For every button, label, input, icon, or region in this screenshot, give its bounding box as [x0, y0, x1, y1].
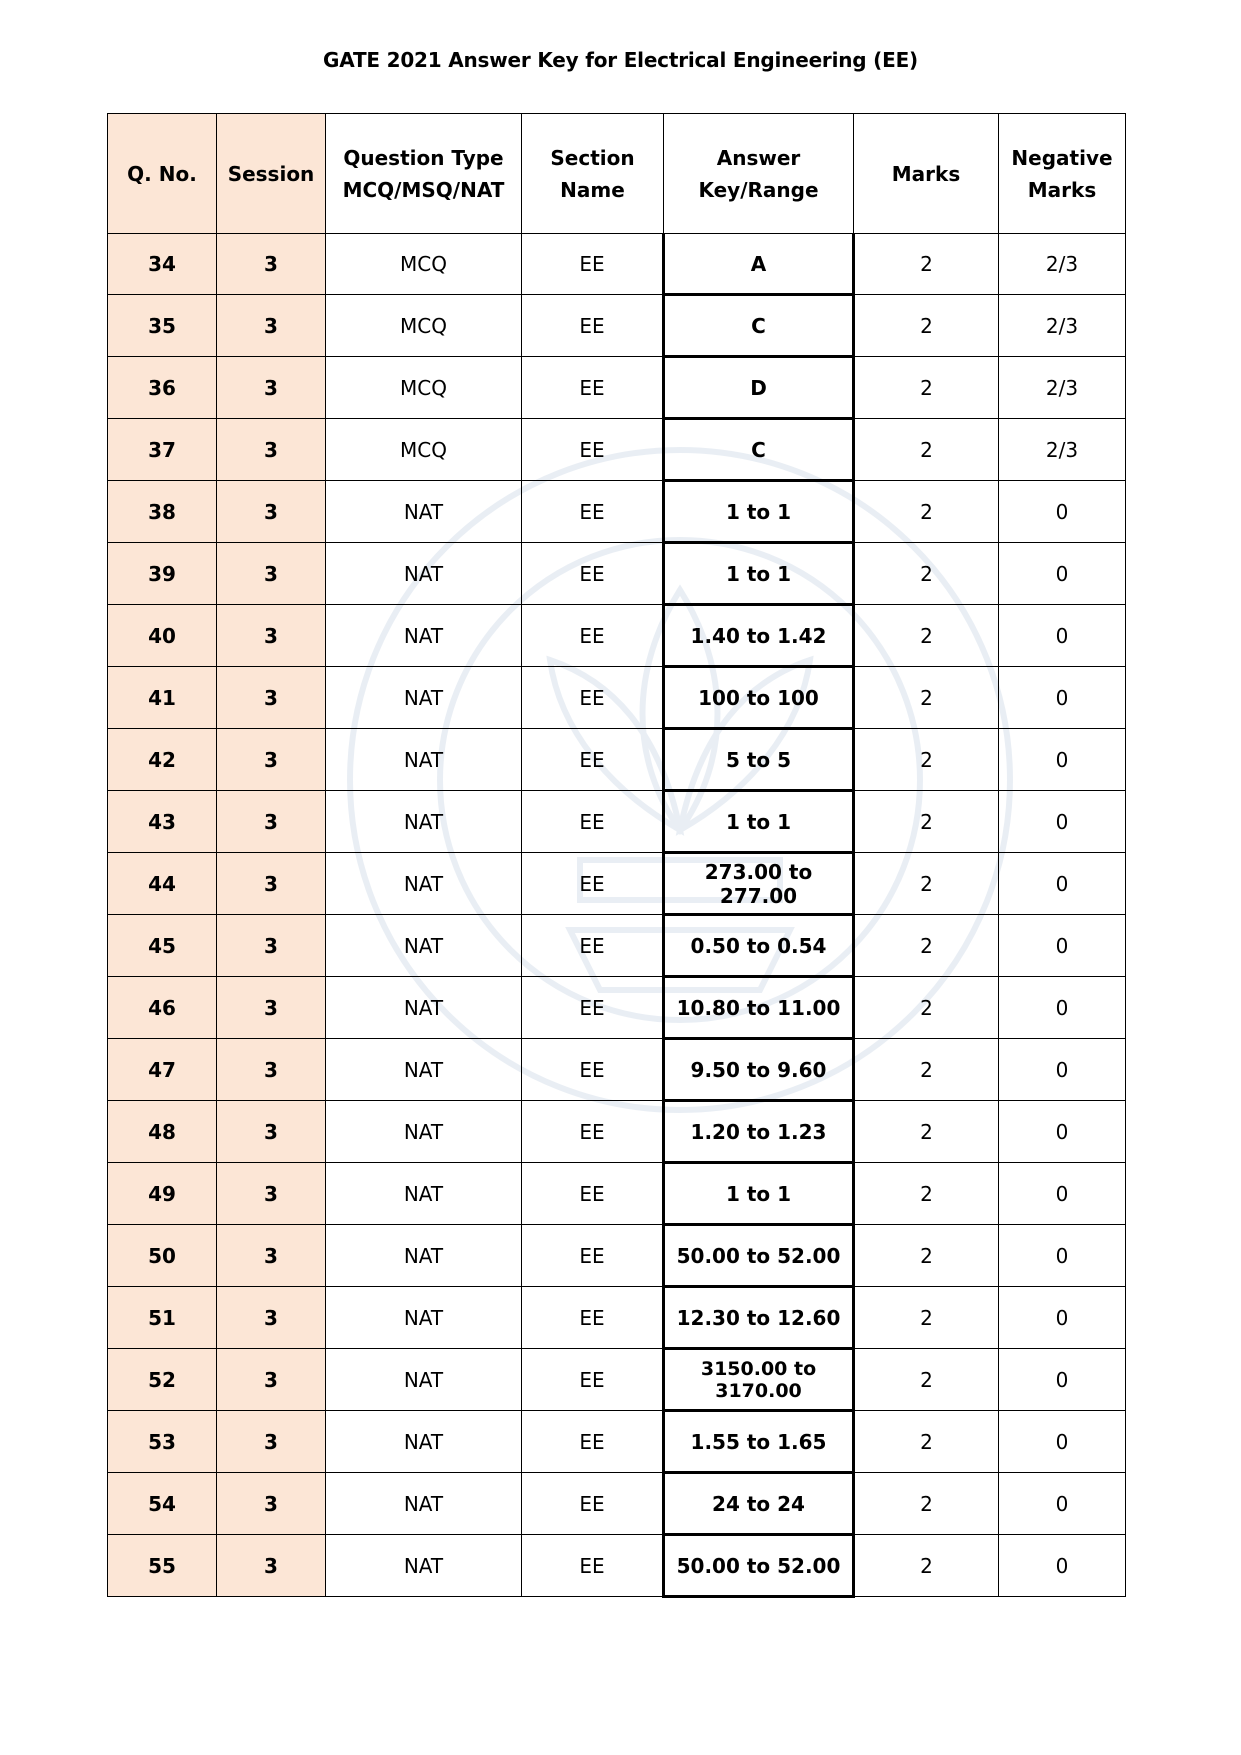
cell-negative-marks: 0 [999, 977, 1126, 1039]
cell-marks: 2 [854, 977, 999, 1039]
cell-negative-marks: 2/3 [999, 234, 1126, 295]
table-row [108, 667, 1126, 729]
cell-session: 3 [217, 1411, 326, 1473]
cell-question-type: NAT [326, 1225, 522, 1287]
cell-qno: 55 [108, 1535, 217, 1597]
cell-marks: 2 [854, 1349, 999, 1411]
answer-key-table [107, 113, 1126, 1598]
cell-section-name: EE [522, 295, 664, 357]
cell-answer: 1 to 1 [664, 1163, 854, 1225]
header-section-name [522, 114, 664, 234]
cell-answer: 24 to 24 [664, 1473, 854, 1535]
cell-section-name: EE [522, 543, 664, 605]
cell-negative-marks: 0 [999, 1287, 1126, 1349]
cell-qno: 41 [108, 667, 217, 729]
cell-session: 3 [217, 977, 326, 1039]
cell-answer: 50.00 to 52.00 [664, 1225, 854, 1287]
cell-question-type: MCQ [326, 419, 522, 481]
cell-section-name: EE [522, 853, 664, 915]
cell-negative-marks: 0 [999, 1473, 1126, 1535]
cell-negative-marks: 0 [999, 605, 1126, 667]
cell-answer: A [664, 234, 854, 295]
cell-session: 3 [217, 1101, 326, 1163]
table-row [108, 1349, 1126, 1411]
cell-section-name: EE [522, 1287, 664, 1349]
header-neg-line1: Negative [1011, 145, 1113, 170]
cell-answer: 3150.00 to 3170.00 [664, 1349, 854, 1411]
cell-question-type: MCQ [326, 234, 522, 295]
cell-session: 3 [217, 729, 326, 791]
cell-qno: 51 [108, 1287, 217, 1349]
cell-section-name: EE [522, 1039, 664, 1101]
header-question-type [326, 114, 522, 234]
cell-qno: 37 [108, 419, 217, 481]
cell-session: 3 [217, 481, 326, 543]
cell-answer: 50.00 to 52.00 [664, 1535, 854, 1597]
cell-section-name: EE [522, 667, 664, 729]
cell-section-name: EE [522, 1535, 664, 1597]
cell-marks: 2 [854, 1039, 999, 1101]
table-row [108, 853, 1126, 915]
cell-negative-marks: 0 [999, 1039, 1126, 1101]
cell-qno: 45 [108, 915, 217, 977]
cell-answer: 1.20 to 1.23 [664, 1101, 854, 1163]
cell-section-name: EE [522, 234, 664, 295]
cell-question-type: NAT [326, 1473, 522, 1535]
cell-qno: 43 [108, 791, 217, 853]
cell-section-name: EE [522, 1163, 664, 1225]
cell-marks: 2 [854, 357, 999, 419]
cell-answer: 100 to 100 [664, 667, 854, 729]
cell-qno: 53 [108, 1411, 217, 1473]
cell-qno: 50 [108, 1225, 217, 1287]
cell-question-type: NAT [326, 1535, 522, 1597]
cell-session: 3 [217, 543, 326, 605]
cell-section-name: EE [522, 419, 664, 481]
cell-question-type: NAT [326, 605, 522, 667]
cell-question-type: NAT [326, 1039, 522, 1101]
header-marks: Marks [854, 114, 999, 234]
cell-negative-marks: 0 [999, 1163, 1126, 1225]
table-row [108, 481, 1126, 543]
cell-section-name: EE [522, 481, 664, 543]
cell-question-type: NAT [326, 853, 522, 915]
cell-negative-marks: 0 [999, 543, 1126, 605]
cell-session: 3 [217, 234, 326, 295]
header-section-line2: Name [560, 177, 625, 202]
cell-negative-marks: 0 [999, 667, 1126, 729]
header-question-type-line1: Question Type [343, 145, 504, 170]
cell-marks: 2 [854, 1473, 999, 1535]
cell-session: 3 [217, 1349, 326, 1411]
cell-session: 3 [217, 1473, 326, 1535]
table-row [108, 1163, 1126, 1225]
cell-negative-marks: 0 [999, 1101, 1126, 1163]
cell-negative-marks: 0 [999, 1349, 1126, 1411]
cell-marks: 2 [854, 419, 999, 481]
cell-qno: 44 [108, 853, 217, 915]
cell-qno: 54 [108, 1473, 217, 1535]
cell-answer: 1 to 1 [664, 543, 854, 605]
cell-section-name: EE [522, 791, 664, 853]
header-answer-line1: Answer [716, 145, 801, 170]
cell-section-name: EE [522, 1349, 664, 1411]
cell-negative-marks: 2/3 [999, 357, 1126, 419]
cell-question-type: NAT [326, 977, 522, 1039]
cell-answer: 5 to 5 [664, 729, 854, 791]
cell-question-type: MCQ [326, 357, 522, 419]
cell-marks: 2 [854, 1535, 999, 1597]
cell-session: 3 [217, 1225, 326, 1287]
table-row [108, 419, 1126, 481]
cell-question-type: NAT [326, 729, 522, 791]
cell-session: 3 [217, 667, 326, 729]
cell-question-type: NAT [326, 1101, 522, 1163]
page-title: GATE 2021 Answer Key for Electrical Engineering (EE) [323, 48, 918, 72]
cell-qno: 35 [108, 295, 217, 357]
cell-session: 3 [217, 295, 326, 357]
cell-session: 3 [217, 1163, 326, 1225]
cell-answer: 273.00 to 277.00 [664, 853, 854, 915]
cell-question-type: NAT [326, 667, 522, 729]
cell-answer: 9.50 to 9.60 [664, 1039, 854, 1101]
cell-qno: 40 [108, 605, 217, 667]
cell-negative-marks: 0 [999, 915, 1126, 977]
cell-answer: 0.50 to 0.54 [664, 915, 854, 977]
cell-negative-marks: 0 [999, 1225, 1126, 1287]
cell-answer: D [664, 357, 854, 419]
cell-answer: 12.30 to 12.60 [664, 1287, 854, 1349]
cell-section-name: EE [522, 357, 664, 419]
table-row [108, 295, 1126, 357]
cell-negative-marks: 0 [999, 1411, 1126, 1473]
table-row [108, 1473, 1126, 1535]
cell-qno: 34 [108, 234, 217, 295]
cell-session: 3 [217, 1039, 326, 1101]
cell-answer: C [664, 419, 854, 481]
cell-qno: 38 [108, 481, 217, 543]
cell-session: 3 [217, 915, 326, 977]
cell-session: 3 [217, 1535, 326, 1597]
cell-qno: 42 [108, 729, 217, 791]
table-row [108, 791, 1126, 853]
cell-session: 3 [217, 419, 326, 481]
cell-negative-marks: 2/3 [999, 419, 1126, 481]
table-row [108, 977, 1126, 1039]
cell-session: 3 [217, 791, 326, 853]
cell-section-name: EE [522, 1411, 664, 1473]
cell-session: 3 [217, 357, 326, 419]
cell-session: 3 [217, 1287, 326, 1349]
table-row [108, 605, 1126, 667]
cell-marks: 2 [854, 1287, 999, 1349]
cell-answer: 1.55 to 1.65 [664, 1411, 854, 1473]
cell-qno: 48 [108, 1101, 217, 1163]
cell-marks: 2 [854, 481, 999, 543]
header-session: Session [217, 114, 326, 234]
header-neg-line2: Marks [1027, 177, 1097, 202]
cell-marks: 2 [854, 791, 999, 853]
cell-section-name: EE [522, 605, 664, 667]
cell-answer: 1.40 to 1.42 [664, 605, 854, 667]
cell-answer: 10.80 to 11.00 [664, 977, 854, 1039]
cell-question-type: NAT [326, 915, 522, 977]
cell-question-type: NAT [326, 1349, 522, 1411]
cell-marks: 2 [854, 1411, 999, 1473]
cell-question-type: NAT [326, 1163, 522, 1225]
cell-qno: 46 [108, 977, 217, 1039]
cell-section-name: EE [522, 1473, 664, 1535]
cell-qno: 49 [108, 1163, 217, 1225]
cell-marks: 2 [854, 915, 999, 977]
table-row [108, 1225, 1126, 1287]
cell-question-type: NAT [326, 543, 522, 605]
table-row [108, 543, 1126, 605]
cell-question-type: NAT [326, 1287, 522, 1349]
cell-session: 3 [217, 853, 326, 915]
table-row [108, 357, 1126, 419]
cell-section-name: EE [522, 977, 664, 1039]
cell-marks: 2 [854, 543, 999, 605]
header-answer-key [664, 114, 854, 234]
table-row [108, 915, 1126, 977]
cell-section-name: EE [522, 915, 664, 977]
cell-question-type: NAT [326, 1411, 522, 1473]
cell-session: 3 [217, 605, 326, 667]
cell-section-name: EE [522, 729, 664, 791]
cell-negative-marks: 0 [999, 729, 1126, 791]
table-row [108, 729, 1126, 791]
cell-qno: 47 [108, 1039, 217, 1101]
header-qno: Q. No. [108, 114, 217, 234]
cell-section-name: EE [522, 1101, 664, 1163]
cell-negative-marks: 0 [999, 791, 1126, 853]
cell-answer: 1 to 1 [664, 791, 854, 853]
cell-marks: 2 [854, 234, 999, 295]
cell-question-type: NAT [326, 791, 522, 853]
table-row [108, 1039, 1126, 1101]
header-answer-line2: Key/Range [698, 177, 819, 202]
table-row [108, 1535, 1126, 1597]
table-body [108, 234, 1126, 1597]
cell-marks: 2 [854, 729, 999, 791]
header-question-type-line2: MCQ/MSQ/NAT [342, 177, 505, 202]
cell-negative-marks: 0 [999, 853, 1126, 915]
cell-qno: 36 [108, 357, 217, 419]
cell-marks: 2 [854, 1163, 999, 1225]
cell-section-name: EE [522, 1225, 664, 1287]
table-header-row [108, 114, 1126, 234]
cell-marks: 2 [854, 605, 999, 667]
cell-answer: 1 to 1 [664, 481, 854, 543]
cell-qno: 52 [108, 1349, 217, 1411]
cell-marks: 2 [854, 853, 999, 915]
header-section-line1: Section [550, 145, 635, 170]
table-row [108, 1287, 1126, 1349]
cell-marks: 2 [854, 295, 999, 357]
header-negative-marks [999, 114, 1126, 234]
table-row [108, 234, 1126, 295]
cell-qno: 39 [108, 543, 217, 605]
cell-negative-marks: 0 [999, 1535, 1126, 1597]
cell-question-type: NAT [326, 481, 522, 543]
cell-question-type: MCQ [326, 295, 522, 357]
cell-negative-marks: 0 [999, 481, 1126, 543]
table-row [108, 1101, 1126, 1163]
cell-negative-marks: 2/3 [999, 295, 1126, 357]
cell-marks: 2 [854, 667, 999, 729]
table-row [108, 1411, 1126, 1473]
cell-marks: 2 [854, 1225, 999, 1287]
cell-answer: C [664, 295, 854, 357]
cell-marks: 2 [854, 1101, 999, 1163]
